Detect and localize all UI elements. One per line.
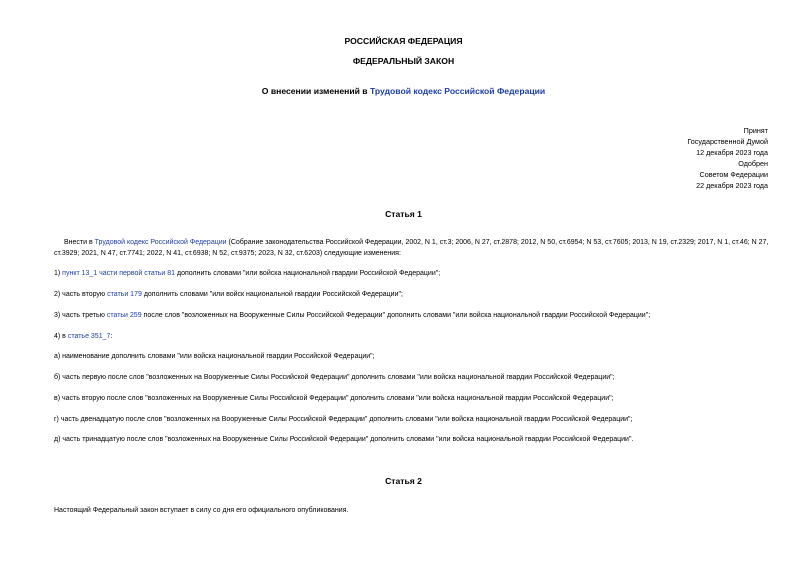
adoption-line: Государственной Думой (687, 136, 768, 146)
item-text: дополнить словами "или войск национальной гвардии Российской Федерации"; (141, 291, 403, 298)
adoption-info (687, 126, 768, 191)
item-prefix: 2) часть вторую (54, 291, 108, 298)
amendment-item-1 (54, 269, 440, 279)
sub-item-d: д) часть тринадцатую после слов "возложенных на Вооруженные Силы Российской Федерации" дополнить словами "или войска национальной гвардии Российской Федерации". (54, 436, 634, 443)
article-81-link[interactable]: пункт 13_1 части первой статьи 81 (62, 270, 176, 277)
intro-rest: (Собрание законодательства Российской Федерации, 2002, N 1, ст.3; 2006, N 27, ст.2878; 2012, N 50, ст.6954; N 53, ст.7605; 2013, N 19, ст.2329; 2017, N 1, ст.46; N 27, ст.3929; 2021, N 47, ст.7741; 2022, N 41, ст.6938; N 52, ст.9375; 2023, N 32, ст.6203) следующие изменения: (54, 239, 769, 257)
sub-item-v: в) часть вторую после слов "возложенных на Вооруженные Силы Российской Федерации" дополнить словами "или войска национальной гвардии Российской Федерации"; (54, 395, 614, 402)
adoption-line: Принят (743, 126, 768, 135)
law-title (0, 86, 807, 97)
item-prefix: 4) в (54, 333, 68, 340)
labor-code-link[interactable]: Трудовой кодекс Российской Федерации (369, 86, 546, 96)
adoption-date: 12 декабря 2023 года (696, 147, 768, 157)
amendment-item-4 (54, 332, 112, 342)
article-2-heading: Статья 2 (385, 476, 422, 486)
item-prefix: 3) часть третью (54, 312, 107, 319)
article-1-intro (54, 238, 769, 260)
item-text: после слов "возложенных на Вооруженные Силы Российской Федерации" дополнить словами "или войска национальной гвардии Российской Федерации"; (141, 312, 651, 319)
article-259-link[interactable]: статьи 259 (106, 312, 142, 319)
sub-item-a: а) наименование дополнить словами "или войска национальной гвардии Российской Федерации"; (54, 353, 375, 360)
federation-heading: РОССИЙСКАЯ ФЕДЕРАЦИЯ (344, 36, 463, 46)
article-179-link[interactable]: статьи 179 (107, 291, 142, 298)
article-351-7-link[interactable]: статье 351_7 (67, 333, 111, 340)
sub-item-g: г) часть двенадцатую после слов "возложенных на Вооруженные Силы Российской Федерации" дополнить словами "или войска национальной гвардии Российской Федерации"; (54, 416, 633, 423)
item-text: : (110, 333, 113, 340)
law-type-heading: ФЕДЕРАЛЬНЫЙ ЗАКОН (352, 56, 455, 66)
intro-prefix: Внести в (64, 239, 95, 246)
law-title-prefix: О внесении изменений в (261, 86, 370, 96)
item-prefix: 1) (54, 270, 63, 277)
sub-item-b: б) часть первую после слов "возложенных на Вооруженные Силы Российской Федерации" дополнить словами "или войска национальной гвардии Российской Федерации"; (54, 374, 615, 381)
approval-line: Советом Федерации (699, 169, 768, 179)
approval-line: Одобрен (738, 158, 768, 168)
item-text: дополнить словами "или войска национальной гвардии Российской Федерации"; (175, 270, 441, 277)
article-2-text: Настоящий Федеральный закон вступает в силу со дня его официального опубликования. (54, 507, 349, 514)
amendment-item-2 (54, 290, 403, 300)
labor-code-link[interactable]: Трудовой кодекс Российской Федерации (94, 239, 227, 246)
amendment-item-3 (54, 311, 650, 321)
approval-date: 22 декабря 2023 года (696, 180, 768, 190)
article-1-heading: Статья 1 (385, 209, 422, 219)
